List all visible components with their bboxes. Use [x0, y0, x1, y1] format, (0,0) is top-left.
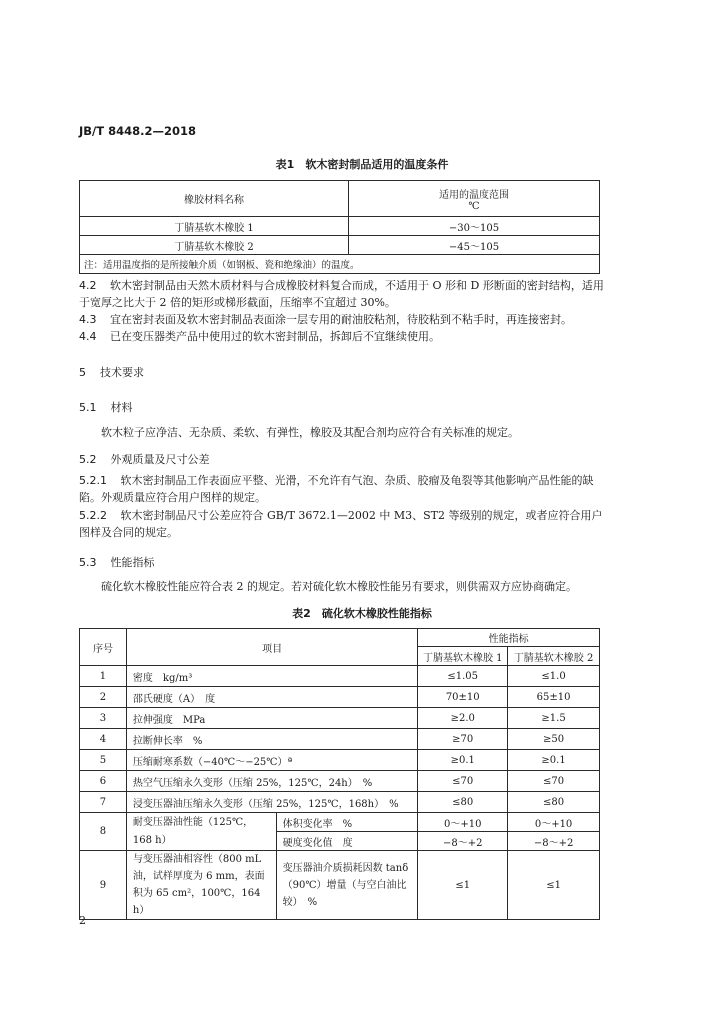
row-value-1: 0～+10 [418, 813, 508, 832]
row-value-2: 65±10 [508, 687, 600, 708]
section-5-2-heading [79, 451, 210, 467]
section-title: 技术要求 [100, 366, 144, 379]
section-number: 5 [79, 366, 86, 379]
row-subitem: 硬度变化值 度 [276, 832, 418, 851]
row-number: 9 [80, 851, 127, 920]
document-code: JB/T 8448.2—2018 [79, 124, 196, 138]
row-item: 压缩耐寒系数（−40℃～−25℃）ª [126, 750, 417, 771]
table1-note: 注：适用温度指的是所接触介质（如钢板、瓷和绝缘油）的温度。 [80, 255, 600, 274]
row-subitem: 体积变化率 % [276, 813, 418, 832]
table1-range-cell: −30～105 [349, 217, 600, 236]
table2-header-no: 序号 [80, 629, 127, 666]
table-row [80, 708, 600, 729]
clause-text: 软木密封制品尺寸公差应符合 GB/T 3672.1—2002 中 M3、ST2 等级别的规定，或者应符合用户图样及合同的规定。 [79, 509, 603, 539]
row-number: 8 [80, 813, 127, 851]
row-value-1: ≤1 [418, 851, 508, 920]
clause-4-4 [79, 328, 604, 345]
section-number: 5.3 [79, 556, 97, 569]
table1-range-cell: −45～105 [349, 236, 600, 255]
clause-4-3 [79, 311, 604, 328]
row-number: 5 [80, 750, 127, 771]
row-item: 热空气压缩永久变形（压缩 25%，125℃，24h） % [126, 771, 417, 792]
table-row [80, 217, 600, 236]
clause-text: 软木密封制品由天然木质材料与合成橡胶材料复合而成，不适用于 O 形和 D 形断面的密封结构，适用于宽厚之比大于 2 倍的矩形或梯形截面，压缩率不宜超过 30%。 [79, 279, 604, 309]
table-row [80, 813, 600, 832]
clause-text: 软木密封制品工作表面应平整、光滑，不允许有气泡、杂质、胶瘤及龟裂等其他影响产品性能的缺陷。外观质量应符合用户图样的规定。 [79, 474, 594, 504]
section-number: 5.2 [79, 453, 97, 466]
page-number: 2 [79, 914, 86, 927]
section-title: 性能指标 [110, 556, 155, 569]
table-row [80, 729, 600, 750]
section-5-3-heading [79, 554, 155, 570]
performance-table [79, 628, 600, 920]
clause-text: 宜在密封表面及软木密封制品表面涂一层专用的耐油胶粘剂，待胶粘到不粘手时，再连接密封。 [110, 313, 572, 326]
table2-header-rubber1: 丁腈基软木橡胶 1 [418, 647, 508, 666]
table1-header-range [349, 181, 600, 217]
clause-number: 5.2.2 [79, 509, 107, 522]
row-value-2: 0～+10 [508, 813, 600, 832]
clause-4-2 [79, 277, 604, 311]
table-row [80, 851, 600, 920]
row-number: 1 [80, 666, 127, 687]
clause-5-2-1 [79, 472, 604, 506]
row-value-1: ≥0.1 [418, 750, 508, 771]
section-number: 5.1 [79, 401, 97, 414]
clause-number: 4.2 [79, 279, 97, 292]
row-number: 7 [80, 792, 127, 813]
table-row [80, 236, 600, 255]
row-value-2: ≥50 [508, 729, 600, 750]
section-title: 材料 [110, 401, 133, 414]
row-value-2: ≥1.5 [508, 708, 600, 729]
row-value-1: ≥70 [418, 729, 508, 750]
row-value-2: ≥0.1 [508, 750, 600, 771]
section-5-1-heading [79, 399, 133, 415]
row-item: 浸变压器油压缩永久变形（压缩 25%，125℃，168h） % [126, 792, 417, 813]
clause-number: 4.4 [79, 330, 97, 343]
row-value-1: ≥2.0 [418, 708, 508, 729]
table-row [80, 792, 600, 813]
row-number: 6 [80, 771, 127, 792]
row-number: 4 [80, 729, 127, 750]
table1-header-material: 橡胶材料名称 [80, 181, 349, 217]
table2-header-item: 项目 [126, 629, 417, 666]
row-number: 3 [80, 708, 127, 729]
clause-5-3-text: 硫化软木橡胶性能应符合表 2 的规定。若对硫化软木橡胶性能另有要求，则供需双方应协商确定。 [101, 580, 577, 593]
table1-caption: 表1 软木密封制品适用的温度条件 [275, 158, 449, 171]
row-subitem: 变压器油介质损耗因数 tanδ（90℃）增量（与空白油比较） % [276, 851, 418, 920]
table-row [80, 771, 600, 792]
row-value-1: ≤80 [418, 792, 508, 813]
row-value-2: ≤80 [508, 792, 600, 813]
clause-text: 已在变压器类产品中使用过的软木密封制品，拆卸后不宜继续使用。 [110, 330, 440, 343]
table-row [80, 687, 600, 708]
row-item: 与变压器油相容性（800 mL 油，试样厚度为 6 mm，表面积为 65 cm²，100℃，164 h） [126, 851, 276, 920]
row-value-1: ≤70 [418, 771, 508, 792]
table-row [80, 750, 600, 771]
table1-header-range-label: 适用的温度范围 [439, 189, 509, 201]
clause-number: 5.2.1 [79, 474, 107, 487]
table1-material-cell: 丁腈基软木橡胶 2 [80, 236, 349, 255]
row-item: 密度 kg/m³ [126, 666, 417, 687]
row-value-1: 70±10 [418, 687, 508, 708]
section-title: 外观质量及尺寸公差 [110, 453, 210, 466]
row-value-1: −8～+2 [418, 832, 508, 851]
row-value-1: ≤1.05 [418, 666, 508, 687]
temperature-table [79, 180, 600, 274]
row-value-2: ≤70 [508, 771, 600, 792]
row-value-2: −8～+2 [508, 832, 600, 851]
table2-caption: 表2 硫化软木橡胶性能指标 [292, 607, 432, 620]
row-item: 拉伸强度 MPa [126, 708, 417, 729]
row-value-2: ≤1.0 [508, 666, 600, 687]
section-5-heading [79, 364, 144, 380]
clause-5-2-2 [79, 507, 604, 541]
row-item: 拉断伸长率 % [126, 729, 417, 750]
table2-header-rubber2: 丁腈基软木橡胶 2 [508, 647, 600, 666]
table1-header-range-unit: ℃ [468, 200, 480, 212]
row-item: 邵氏硬度（A） 度 [126, 687, 417, 708]
row-number: 2 [80, 687, 127, 708]
table1-material-cell: 丁腈基软木橡胶 1 [80, 217, 349, 236]
table2-header-performance: 性能指标 [418, 629, 600, 647]
row-value-2: ≤1 [508, 851, 600, 920]
clause-5-1-text: 软木粒子应净洁、无杂质、柔软、有弹性，橡胶及其配合剂均应符合有关标准的规定。 [101, 426, 519, 439]
clause-number: 4.3 [79, 313, 97, 326]
row-item: 耐变压器油性能（125℃，168 h） [126, 813, 276, 851]
table-row [80, 666, 600, 687]
